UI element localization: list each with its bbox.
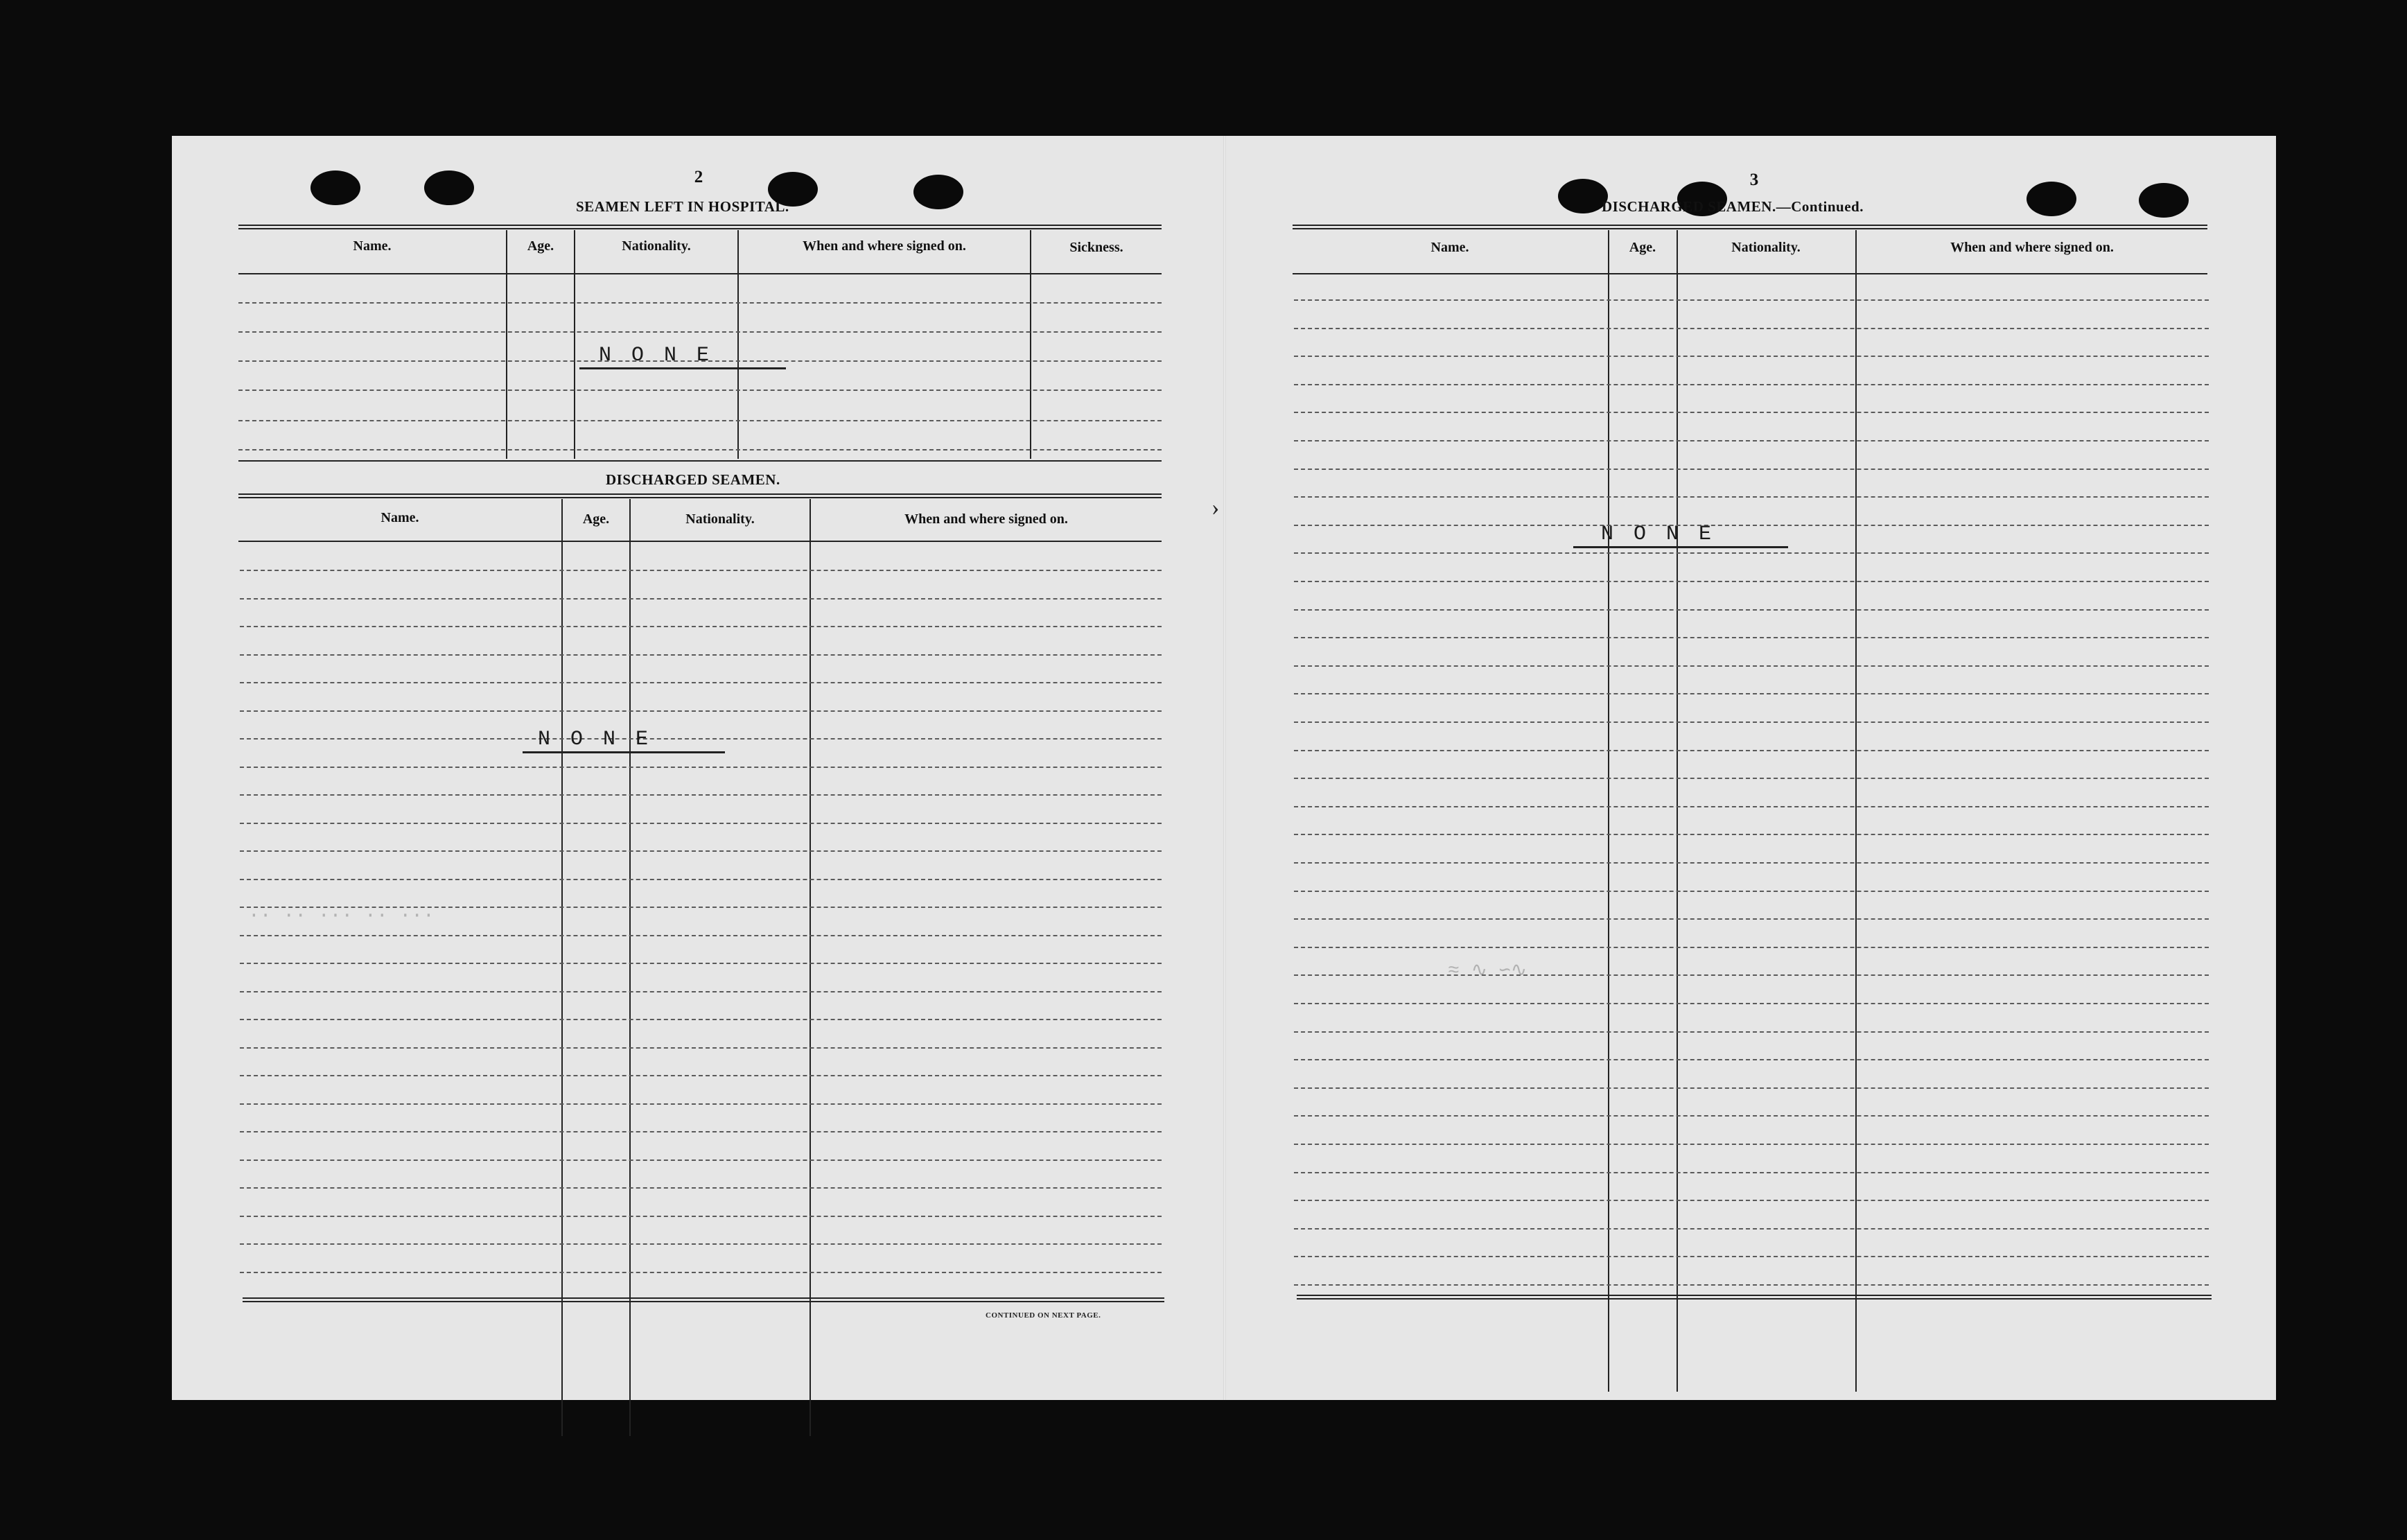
ruled-line [240,682,1162,683]
ruled-line [240,570,1162,571]
right-header-rule [1293,273,2207,274]
right-col-nationality: Nationality. [1731,240,1801,255]
right-page-title: DISCHARGED SEAMEN.—Continued. [1602,198,1864,215]
ruled-line [1294,469,2209,470]
ruled-line [240,1272,1162,1273]
ruled-line [1294,609,2209,611]
ruled-line [240,1103,1162,1105]
ruled-line [1294,1144,2209,1145]
hospital-table-bottom-rule [238,460,1162,462]
right-col-age: Age. [1629,240,1656,255]
discharged-table-top-rule [238,493,1162,498]
ruled-line [1294,384,2209,385]
discharged-col-nationality: Nationality. [685,511,755,527]
hospital-col-sickness: Sickness. [1069,240,1123,255]
discharged-col-name: Name. [380,510,419,525]
right-col-name: Name. [1430,240,1469,255]
ruled-line [240,1187,1162,1189]
ruled-line [240,879,1162,880]
document-sheet [172,136,2276,1400]
ruled-line [1294,918,2209,920]
ruled-line [240,1216,1162,1217]
ruled-line [1294,806,2209,807]
bleed-through-marks: ·· ·· ··· ·· ··· [248,905,435,927]
ruled-line [1294,721,2209,723]
ruled-line [240,850,1162,852]
hospital-table-top-rule [238,225,1162,229]
ruled-line [240,991,1162,992]
ruled-line [1294,552,2209,554]
right-col-divider [1855,230,1857,1392]
ruled-line [1294,834,2209,835]
ruled-line [240,1243,1162,1245]
hospital-col-divider [1030,230,1031,459]
ruled-line [238,449,1162,450]
ruled-line [240,1019,1162,1020]
discharged-table-bottom-rule [243,1297,1164,1302]
ruled-line [238,302,1162,304]
discharged-none-entry: NONE [523,728,725,753]
ruled-line [240,654,1162,656]
ruled-line [1294,1031,2209,1033]
ruled-line [1294,1059,2209,1060]
ruled-line [1294,891,2209,892]
ruled-line [1294,299,2209,301]
ruled-line [1294,1003,2209,1004]
discharged-section-title: DISCHARGED SEAMEN. [606,471,780,488]
ruled-line [240,794,1162,796]
ruled-line [240,1047,1162,1049]
hospital-section-title: SEAMEN LEFT IN HOSPITAL. [576,198,789,215]
ruled-line [240,935,1162,936]
discharged-header-rule [238,541,1162,542]
discharged-col-divider [561,499,563,1436]
right-col-signed-on: When and where signed on. [1950,240,2114,255]
margin-check-mark: › [1211,495,1220,520]
ruled-line [1294,637,2209,638]
right-page [1226,136,2276,1400]
ruled-line [238,390,1162,391]
page-number: 2 [694,168,703,186]
hospital-col-name: Name. [353,238,392,254]
ruled-line [240,1131,1162,1132]
right-col-divider [1677,230,1678,1392]
ruled-line [240,1075,1162,1076]
ruled-line [238,331,1162,333]
hospital-header-rule [238,273,1162,274]
right-none-entry: NONE [1573,523,1788,548]
hospital-col-divider [574,230,575,459]
hospital-col-divider [506,230,507,459]
ruled-line [1294,665,2209,667]
ruled-line [1294,1087,2209,1089]
ruled-line [1294,1256,2209,1257]
ruled-line [1294,750,2209,751]
ruled-line [1294,328,2209,329]
ruled-line [1294,496,2209,498]
ruled-line [1294,947,2209,948]
discharged-col-divider [629,499,631,1436]
ruled-line [1294,1200,2209,1201]
discharged-col-signed-on: When and where signed on. [904,511,1068,527]
ruled-line [1294,412,2209,413]
ruled-line [1294,581,2209,582]
hospital-none-entry: NONE [579,344,786,369]
right-table-bottom-rule [1297,1295,2212,1300]
page-number: 3 [1749,170,1759,189]
ruled-line [1294,356,2209,357]
hospital-col-nationality: Nationality. [622,238,691,254]
ruled-line [240,598,1162,600]
hospital-col-signed-on: When and where signed on. [803,238,966,254]
faint-handwriting: ≈ ∿ ∽∿ [1448,961,1528,982]
right-table-top-rule [1293,225,2207,229]
ruled-line [1294,778,2209,779]
ruled-line [238,420,1162,421]
ruled-line [240,710,1162,712]
ruled-line [240,767,1162,768]
ruled-line [240,626,1162,627]
ruled-line [1294,1172,2209,1173]
discharged-col-divider [809,499,811,1436]
ruled-line [1294,693,2209,694]
ruled-line [1294,974,2209,976]
left-page [172,136,1223,1400]
ruled-line [240,823,1162,824]
ruled-line [240,963,1162,964]
right-col-divider [1608,230,1609,1392]
hospital-col-age: Age. [527,238,554,254]
ruled-line [1294,440,2209,441]
discharged-col-age: Age. [582,511,610,527]
ruled-line [1294,862,2209,864]
ruled-line [240,1160,1162,1161]
ruled-line [1294,1228,2209,1230]
ruled-line [1294,1284,2209,1286]
continued-note: CONTINUED ON NEXT PAGE. [986,1311,1101,1320]
ruled-line [1294,1115,2209,1117]
